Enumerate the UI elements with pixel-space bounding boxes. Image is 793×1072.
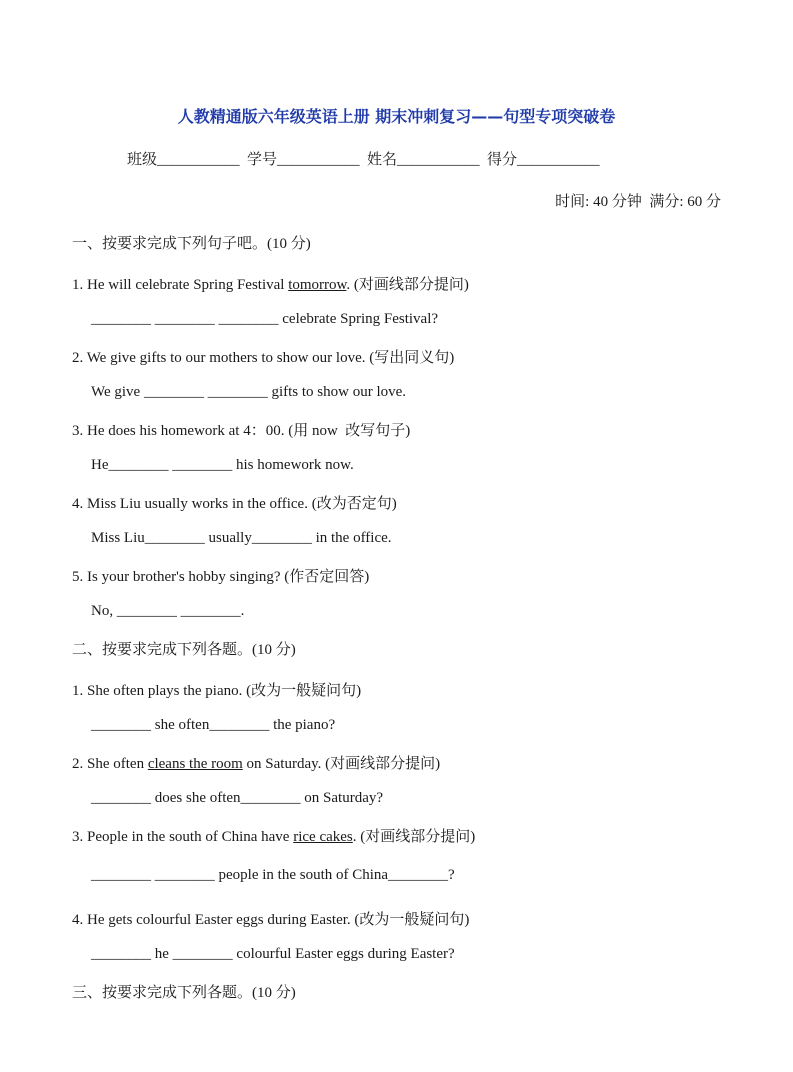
answer-line-2-3: ________ ________ people in the south of China________?	[91, 867, 455, 883]
answer-line-2-1: ________ she often________ the piano?	[91, 717, 336, 733]
question-1-4: 4. Miss Liu usually works in the office. (改为否定句)	[72, 496, 397, 512]
answer-line-1-1: ________ ________ ________ celebrate Spring Festival?	[91, 311, 439, 327]
question-1-5: 5. Is your brother's hobby singing? (作否定回答)	[72, 569, 370, 585]
question-1-3: 3. He does his homework at 4：00. (用 now 改写句子)	[72, 423, 411, 439]
question-2-1: 1. She often plays the piano. (改为一般疑问句)	[72, 683, 362, 699]
answer-line-2-2: ________ does she often________ on Saturday?	[91, 790, 384, 806]
question-2-4: 4. He gets colourful Easter eggs during Easter. (改为一般疑问句)	[72, 912, 470, 928]
time-score-line: 时间: 40 分钟 满分: 60 分	[555, 194, 721, 210]
answer-line-1-3: He________ ________ his homework now.	[91, 457, 354, 473]
section-heading-2: 二、按要求完成下列各题。(10 分)	[72, 642, 296, 658]
underlined-text: cleans the room	[147, 756, 243, 772]
question-1-2: 2. We give gifts to our mothers to show our love. (写出同义句)	[72, 350, 455, 366]
answer-line-2-4: ________ he ________ colourful Easter eggs during Easter?	[91, 946, 455, 962]
section-heading-3: 三、按要求完成下列各题。(10 分)	[72, 985, 296, 1001]
section-heading-1: 一、按要求完成下列句子吧。(10 分)	[72, 236, 311, 252]
student-info-line: 班级___________ 学号___________ 姓名___________ 得分___________	[127, 152, 600, 168]
underlined-text: tomorrow	[288, 277, 347, 293]
answer-line-1-4: Miss Liu________ usually________ in the office.	[91, 530, 392, 546]
underlined-text: rice cakes	[293, 829, 353, 845]
question-2-3: 3. People in the south of China have rice cakes. (对画线部分提问)	[72, 829, 476, 845]
question-2-2: 2. She often cleans the room on Saturday. (对画线部分提问)	[72, 756, 441, 772]
question-1-1: 1. He will celebrate Spring Festival tomorrow. (对画线部分提问)	[72, 277, 469, 293]
page-title: 人教精通版六年级英语上册 期末冲刺复习——句型专项突破卷	[177, 107, 616, 126]
answer-line-1-2: We give ________ ________ gifts to show our love.	[91, 384, 407, 400]
answer-line-1-5: No, ________ ________.	[91, 603, 245, 619]
